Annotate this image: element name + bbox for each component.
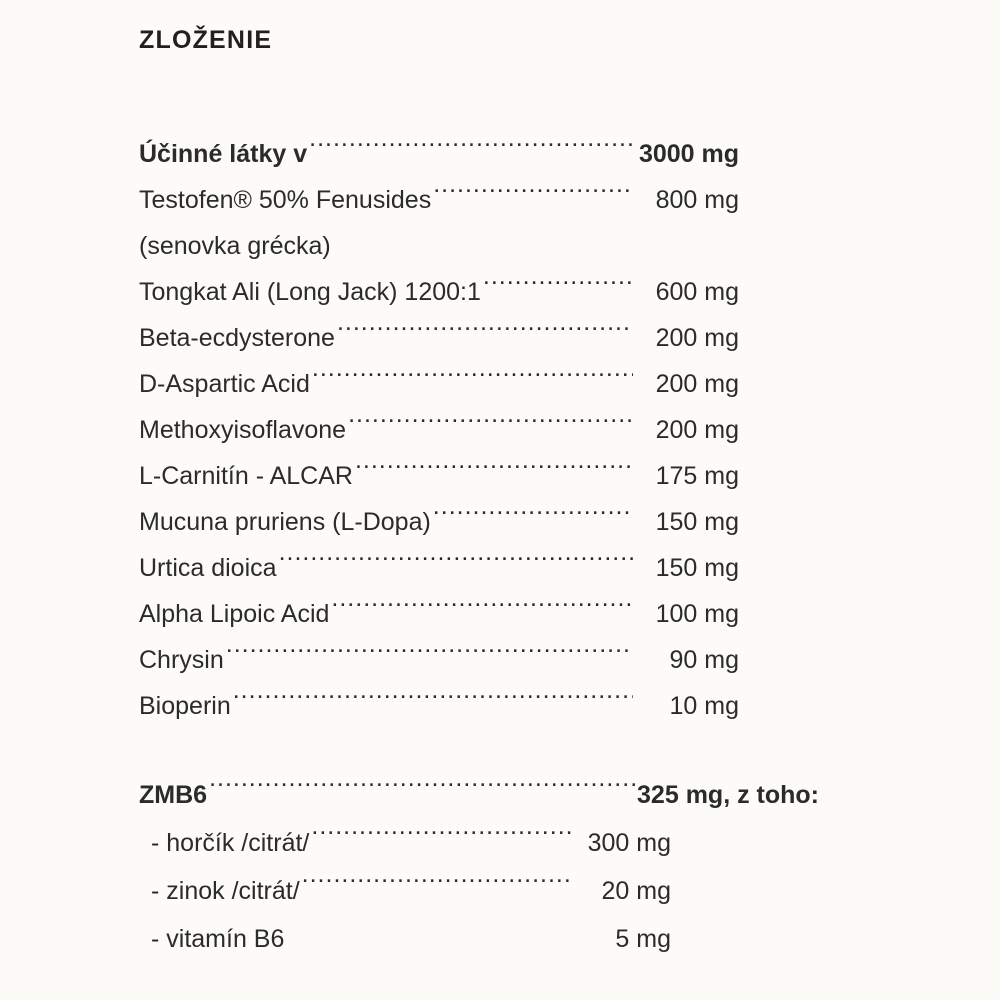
- leader-dots: [355, 459, 633, 484]
- ingredient-amount: 175 mg: [655, 462, 739, 490]
- active-ingredients-header-row: [139, 131, 739, 177]
- ingredient-row: [139, 683, 739, 729]
- zmb6-item-name: - vitamín B6: [151, 925, 285, 953]
- ingredient-row: [139, 269, 739, 315]
- zmb6-item-name: - zinok /citrát/: [151, 877, 300, 905]
- active-ingredients-label: Účinné látky v: [139, 140, 308, 168]
- zmb6-item-amount: 20 mg: [601, 877, 671, 905]
- ingredient-name: Bioperin: [139, 692, 231, 720]
- zmb6-item-row: [151, 867, 671, 915]
- ingredient-amount: 10 mg: [669, 692, 739, 720]
- ingredient-name: D-Aspartic Acid: [139, 370, 310, 398]
- zmb6-item-row: [151, 915, 671, 963]
- zmb6-section: [139, 771, 819, 963]
- leader-dots: [279, 551, 633, 576]
- ingredient-row: [139, 177, 739, 223]
- leader-dots: [348, 413, 633, 438]
- leader-dots: [337, 321, 633, 346]
- ingredient-subnote: (senovka grécka): [139, 232, 331, 260]
- ingredient-name: Alpha Lipoic Acid: [139, 600, 330, 628]
- ingredient-name: Testofen® 50% Fenusides: [139, 186, 432, 214]
- leader-dots: [433, 183, 633, 208]
- leader-dots: [209, 778, 635, 803]
- zmb6-header-row: [139, 771, 819, 819]
- ingredient-amount: 90 mg: [669, 646, 739, 674]
- ingredient-row: [139, 591, 739, 637]
- zmb6-item-amount: 300 mg: [587, 829, 671, 857]
- leader-dots: [302, 874, 573, 899]
- ingredient-row: [139, 361, 739, 407]
- active-ingredients-list: [139, 131, 739, 729]
- ingredient-row: [139, 315, 739, 361]
- ingredient-name: L-Carnitín - ALCAR: [139, 462, 353, 490]
- ingredient-name: Urtica dioica: [139, 554, 277, 582]
- ingredient-amount: 150 mg: [655, 508, 739, 536]
- zmb6-amount: 325 mg, z toho:: [637, 781, 819, 809]
- leader-dots: [286, 922, 573, 947]
- zmb6-label: ZMB6: [139, 781, 208, 809]
- leader-dots: [312, 367, 633, 392]
- page-title: ZLOŽENIE: [139, 26, 273, 54]
- ingredient-amount: 150 mg: [655, 554, 739, 582]
- leader-dots: [331, 597, 633, 622]
- zmb6-item-name: - horčík /citrát/: [151, 829, 310, 857]
- ingredient-name: Tongkat Ali (Long Jack) 1200:1: [139, 278, 481, 306]
- leader-dots: [483, 275, 633, 300]
- active-ingredients-amount: 3000 mg: [638, 140, 739, 168]
- leader-dots: [226, 643, 633, 668]
- leader-dots: [433, 505, 633, 530]
- ingredient-row: [139, 637, 739, 683]
- leader-dots: [233, 689, 633, 714]
- ingredient-amount: 800 mg: [655, 186, 739, 214]
- zmb6-item-row: [151, 819, 671, 867]
- ingredient-row: [139, 453, 739, 499]
- ingredient-name: Mucuna pruriens (L-Dopa): [139, 508, 431, 536]
- ingredient-name: Methoxyisoflavone: [139, 416, 347, 444]
- leader-dots: [311, 826, 573, 851]
- ingredient-amount: 100 mg: [655, 600, 739, 628]
- ingredient-row: [139, 545, 739, 591]
- leader-dots: [309, 137, 633, 162]
- ingredient-row: [139, 499, 739, 545]
- ingredient-name: Beta-ecdysterone: [139, 324, 335, 352]
- ingredient-name: Chrysin: [139, 646, 224, 674]
- zmb6-item-amount: 5 mg: [615, 925, 671, 953]
- ingredient-row: [139, 407, 739, 453]
- ingredient-amount: 600 mg: [655, 278, 739, 306]
- ingredient-amount: 200 mg: [655, 370, 739, 398]
- zmb6-items: [151, 819, 671, 963]
- ingredient-amount: 200 mg: [655, 416, 739, 444]
- ingredient-amount: 200 mg: [655, 324, 739, 352]
